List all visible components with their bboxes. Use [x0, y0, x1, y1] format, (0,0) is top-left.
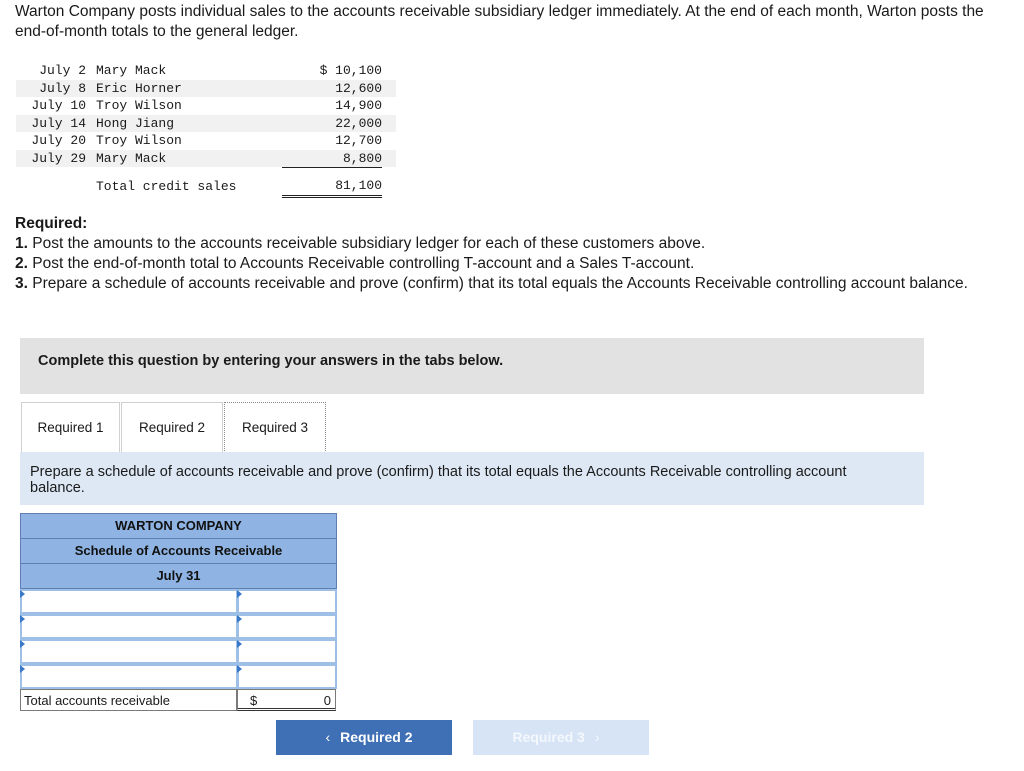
total-accounts-receivable-label: Total accounts receivable [20, 689, 237, 711]
required-item [15, 234, 1005, 254]
ledger-date: July 10 [31, 98, 86, 113]
input-marker-icon [20, 615, 25, 623]
ledger-name: Hong Jiang [96, 115, 175, 131]
ledger-date: July 2 [39, 63, 86, 78]
schedule-row [20, 639, 337, 664]
customer-amount-input[interactable] [237, 639, 337, 664]
schedule-date: July 31 [20, 564, 337, 589]
input-marker-icon [237, 590, 242, 598]
required-item-number: 2. [15, 255, 28, 272]
tab-required-3[interactable]: Required 3 [224, 402, 326, 453]
ledger-date: July 20 [31, 133, 86, 148]
ledger-total-amount: 81,100 [282, 178, 382, 198]
required-item [15, 274, 1005, 294]
ledger-name: Eric Horner [96, 80, 182, 96]
input-marker-icon [20, 640, 25, 648]
ledger-name: Troy Wilson [96, 133, 182, 148]
customer-amount-input[interactable] [237, 614, 337, 639]
required-item-number: 3. [15, 275, 28, 292]
instruction-text: Prepare a schedule of accounts receivable and prove (confirm) that its total equals the Accounts Receivable controlling account balance. [30, 464, 847, 496]
chevron-right-icon: › [594, 729, 600, 745]
ledger-total-label: Total credit sales [96, 179, 237, 194]
tab-instruction [20, 452, 924, 505]
required-item-text: Post the amounts to the accounts receivable subsidiary ledger for each of these customers above. [27, 235, 706, 252]
schedule-row [20, 614, 337, 639]
ledger-amount: 22,000 [335, 115, 382, 131]
total-accounts-receivable-value [237, 689, 336, 711]
ledger-amount: $ 10,100 [319, 63, 382, 78]
sales-ledger [16, 62, 396, 193]
ledger-row [16, 115, 396, 133]
schedule-row [20, 589, 337, 614]
input-marker-icon [237, 640, 242, 648]
required-item [15, 254, 1005, 274]
customer-name-input[interactable] [20, 589, 238, 614]
ledger-date: July 29 [31, 150, 86, 166]
customer-amount-input[interactable] [237, 589, 337, 614]
input-marker-icon [20, 665, 25, 673]
ledger-row [16, 132, 396, 150]
required-section [15, 214, 1005, 294]
chevron-left-icon: ‹ [325, 729, 331, 745]
schedule-company: WARTON COMPANY [20, 513, 337, 539]
ledger-row [16, 97, 396, 115]
ledger-row [16, 62, 396, 80]
prev-required-2-button[interactable] [276, 720, 452, 755]
ledger-row [16, 150, 396, 168]
ledger-amount: 14,900 [335, 98, 382, 113]
input-marker-icon [20, 590, 25, 598]
schedule-title: Schedule of Accounts Receivable [20, 539, 337, 564]
customer-name-input[interactable] [20, 614, 238, 639]
ledger-date: July 14 [31, 115, 86, 131]
currency-symbol: $ [250, 693, 258, 708]
tab-required-1[interactable]: Required 1 [21, 402, 120, 453]
ledger-name: Mary Mack [96, 63, 167, 78]
ledger-name: Troy Wilson [96, 98, 182, 113]
next-button-label: Required 3 [512, 729, 585, 745]
ledger-total-row [16, 173, 396, 193]
tab-required-2[interactable]: Required 2 [121, 402, 223, 453]
next-required-3-button[interactable] [473, 720, 649, 755]
banner-text: Complete this question by entering your answers in the tabs below. [38, 353, 504, 369]
required-item-text: Prepare a schedule of accounts receivable and prove (confirm) that its total equals the Accounts Receivable controlling account balance. [27, 275, 968, 292]
ledger-amount: 12,700 [335, 133, 382, 148]
required-item-number: 1. [15, 235, 28, 252]
input-marker-icon [237, 665, 242, 673]
total-value: 0 [323, 693, 331, 708]
instructions-banner [20, 338, 924, 394]
ledger-row [16, 80, 396, 98]
ledger-amount: 12,600 [335, 80, 382, 96]
customer-name-input[interactable] [20, 639, 238, 664]
ledger-name: Mary Mack [96, 150, 167, 166]
required-item-text: Post the end-of-month total to Accounts Receivable controlling T-account and a Sales T-account. [27, 255, 695, 272]
input-marker-icon [237, 615, 242, 623]
ledger-date: July 8 [39, 80, 86, 96]
ledger-amount: 8,800 [282, 150, 382, 169]
schedule-table [20, 513, 337, 713]
prev-button-label: Required 2 [340, 729, 413, 745]
customer-amount-input[interactable] [237, 664, 337, 689]
customer-name-input[interactable] [20, 664, 238, 689]
required-heading: Required: [15, 215, 88, 232]
schedule-row [20, 664, 337, 689]
schedule-total-row [20, 689, 337, 713]
intro-text: Warton Company posts individual sales to the accounts receivable subsidiary ledger immediately. At the end of each month, Warton posts the end-of-month totals to the general ledger. [15, 3, 984, 40]
